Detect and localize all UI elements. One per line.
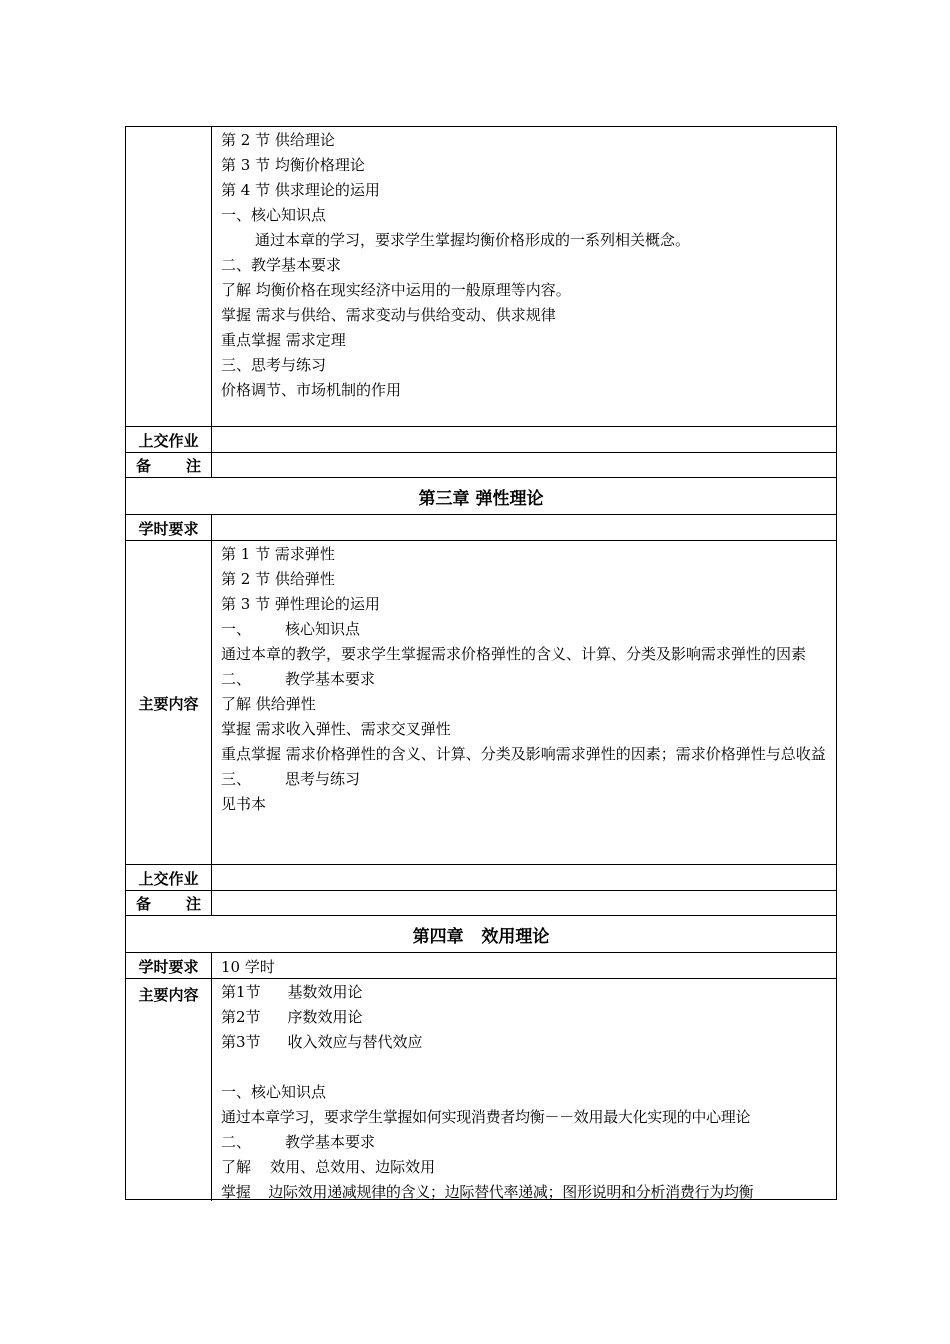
section-line: 第3节 收入效应与替代效应	[221, 1033, 423, 1051]
core-text: 通过本章的教学，要求学生掌握需求价格弹性的含义、计算、分类及影响需求弹性的因素	[221, 645, 807, 663]
content-label: 主要内容	[126, 541, 212, 865]
chapter3-title: 第三章 弹性理论	[418, 489, 544, 509]
section-line: 第1节 基数效用论	[221, 983, 363, 1001]
heading-line: 三、 思考与练习	[221, 770, 361, 788]
heading-line: 一、核心知识点	[221, 1083, 327, 1101]
chapter2-content	[221, 128, 828, 403]
homework-label: 上交作业	[126, 427, 212, 453]
text-line: 掌握 需求收入弹性、需求交叉弹性	[221, 720, 451, 738]
text-line: 见书本	[221, 795, 267, 813]
text-line: 价格调节、市场机制的作用	[221, 381, 402, 399]
heading-line: 一、核心知识点	[221, 206, 327, 224]
content-label: 主要内容	[126, 979, 212, 1201]
chapter3-content-row	[126, 540, 836, 865]
chapter2-remarks-row	[126, 452, 836, 478]
section-line: 第2节 序数效用论	[221, 1008, 363, 1026]
text-line: 通过本章学习，要求学生掌握如何实现消费者均衡－－效用最大化实现的中心理论	[221, 1108, 751, 1126]
section-line: 第 2 节 供给弹性	[221, 570, 335, 588]
blank-line	[221, 1055, 828, 1080]
text-line: 掌握 需求与供给、需求变动与供给变动、供求规律	[221, 306, 556, 324]
text-line: 了解 均衡价格在现实经济中运用的一般原理等内容。	[221, 281, 571, 299]
chapter2-content-row	[126, 127, 836, 426]
key-master-text: 重点掌握 需求价格弹性的含义、计算、分类及影响需求弹性的因素；需求价格弹性与总收益	[221, 745, 826, 763]
chapter2-content-label-cell	[126, 127, 212, 426]
chapter3-title-row	[126, 477, 836, 515]
section-line: 第 3 节 均衡价格理论	[221, 156, 365, 174]
hours-value: 10 学时	[221, 957, 275, 976]
text-line: 了解 效用、总效用、边际效用	[221, 1158, 436, 1176]
hours-label: 学时要求	[126, 515, 212, 541]
heading-line: 一、 核心知识点	[221, 620, 361, 638]
text-line: 通过本章的学习，要求学生掌握均衡价格形成的一系列相关概念。	[255, 231, 691, 249]
chapter4-title: 第四章 效用理论	[412, 927, 550, 947]
chapter3-homework-row	[126, 864, 836, 891]
chapter4-title-row	[126, 915, 836, 953]
chapter4-content	[221, 980, 828, 1205]
chapter3-content	[221, 542, 828, 817]
remarks-label: 备 注	[126, 453, 212, 478]
section-line: 第 3 节 弹性理论的运用	[221, 595, 380, 613]
heading-line: 二、 教学基本要求	[221, 1133, 376, 1151]
heading-line: 二、 教学基本要求	[221, 670, 376, 688]
chapter3-hours-row	[126, 514, 836, 541]
chapter3-remarks-row	[126, 890, 836, 916]
chapter4-hours-row	[126, 952, 836, 979]
heading-line: 二、教学基本要求	[221, 256, 342, 274]
section-line: 第 1 节 需求弹性	[221, 545, 335, 563]
section-line: 第 4 节 供求理论的运用	[221, 181, 380, 199]
homework-label: 上交作业	[126, 865, 212, 891]
hours-label: 学时要求	[126, 953, 212, 979]
text-line: 掌握 边际效用递减规律的含义；边际替代率递减；图形说明和分析消费行为均衡	[221, 1183, 754, 1201]
section-line: 第 2 节 供给理论	[221, 131, 335, 149]
text-line: 了解 供给弹性	[221, 695, 316, 713]
text-line: 重点掌握 需求定理	[221, 331, 346, 349]
chapter4-content-row	[126, 978, 836, 1201]
heading-line: 三、思考与练习	[221, 356, 327, 374]
remarks-label: 备 注	[126, 891, 212, 916]
syllabus-table	[125, 126, 837, 1200]
chapter2-homework-row	[126, 426, 836, 453]
